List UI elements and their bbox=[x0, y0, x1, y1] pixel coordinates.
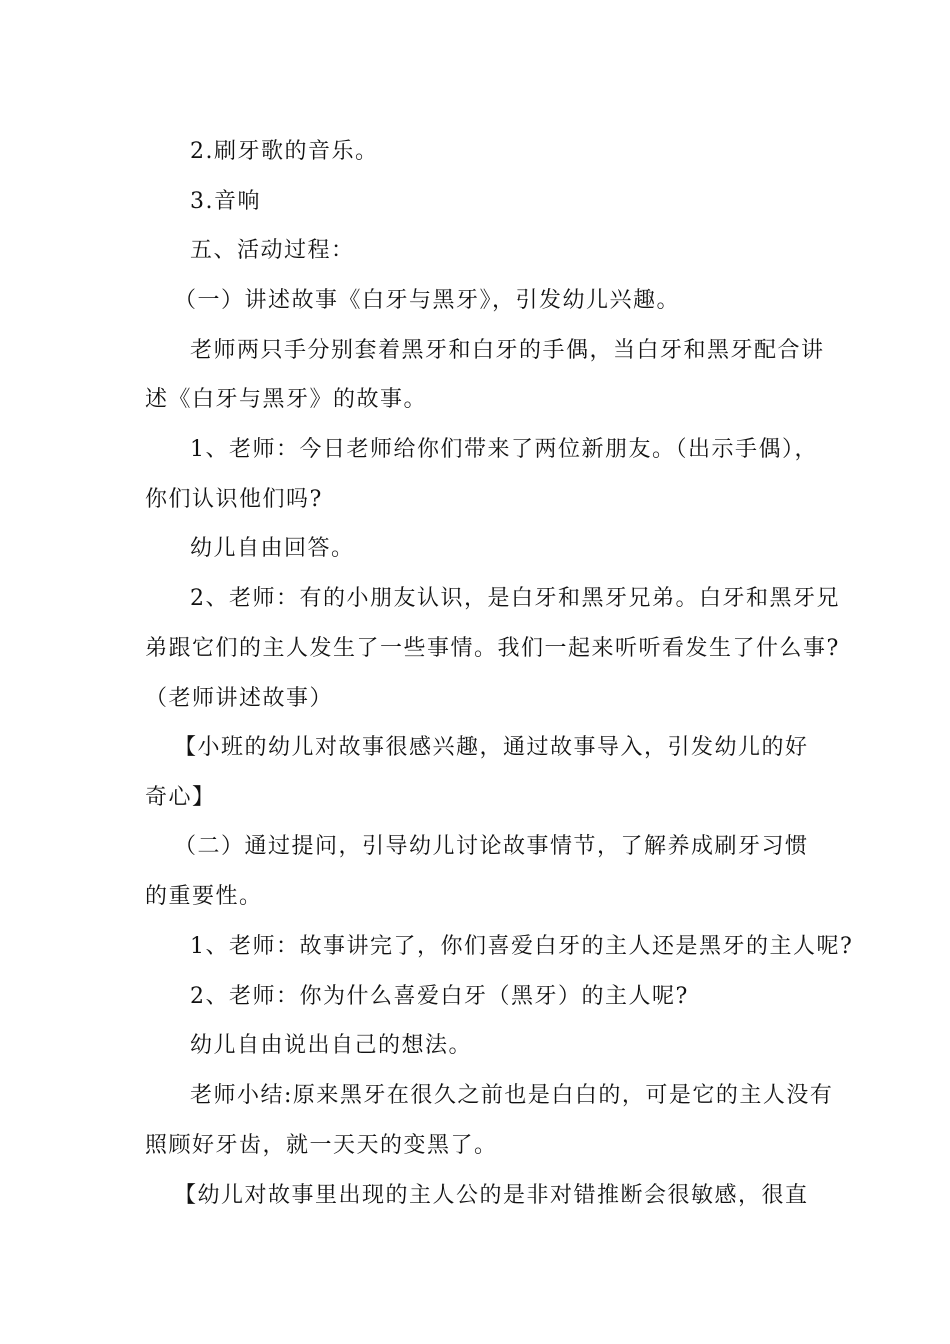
material-item-3: 3.音响 bbox=[190, 189, 261, 214]
note-line: 【幼儿对故事里出现的主人公的是非对错推断会很敏感，很直 bbox=[174, 1183, 809, 1208]
paragraph-line: 老师两只手分别套着黑牙和白牙的手偶，当白牙和黑牙配合讲 bbox=[190, 338, 825, 363]
paragraph-line: 1、老师：故事讲完了，你们喜爱白牙的主人还是黑牙的主人呢? bbox=[190, 934, 854, 959]
paragraph-line: 照顾好牙齿，就一天天的变黑了。 bbox=[145, 1133, 498, 1158]
paragraph-line: 弟跟它们的主人发生了一些事情。我们一起来听听看发生了什么事? bbox=[145, 636, 840, 661]
paragraph-line: 幼儿自由回答。 bbox=[190, 536, 355, 561]
paragraph-line: （老师讲述故事） bbox=[145, 686, 334, 711]
subsection-heading-1: （一）讲述故事《白牙与黑牙》，引发幼儿兴趣。 bbox=[174, 288, 681, 313]
subsection-heading-2: （二）通过提问，引导幼儿讨论故事情节，了解养成刷牙习惯 bbox=[174, 834, 809, 859]
paragraph-line: 述《白牙与黑牙》的故事。 bbox=[145, 387, 428, 412]
material-item-2: 2.刷牙歌的音乐。 bbox=[190, 139, 379, 164]
paragraph-line: 1、老师：今日老师给你们带来了两位新朋友。（出示手偶）， bbox=[190, 437, 818, 462]
note-line: 【小班的幼儿对故事很感兴趣，通过故事导入，引发幼儿的好 bbox=[174, 735, 809, 760]
paragraph-line: 2、老师：有的小朋友认识，是白牙和黑牙兄弟。白牙和黑牙兄 bbox=[190, 586, 840, 611]
note-line: 奇心】 bbox=[145, 785, 216, 810]
paragraph-line: 幼儿自由说出自己的想法。 bbox=[190, 1033, 473, 1058]
paragraph-line: 2、老师：你为什么喜爱白牙（黑牙）的主人呢? bbox=[190, 984, 689, 1009]
paragraph-line: 老师小结:原来黑牙在很久之前也是白白的，可是它的主人没有 bbox=[190, 1083, 834, 1108]
paragraph-line: 你们认识他们吗? bbox=[145, 487, 323, 512]
paragraph-line: 的重要性。 bbox=[145, 884, 263, 909]
section-heading-activity-process: 五、活动过程： bbox=[190, 238, 355, 263]
